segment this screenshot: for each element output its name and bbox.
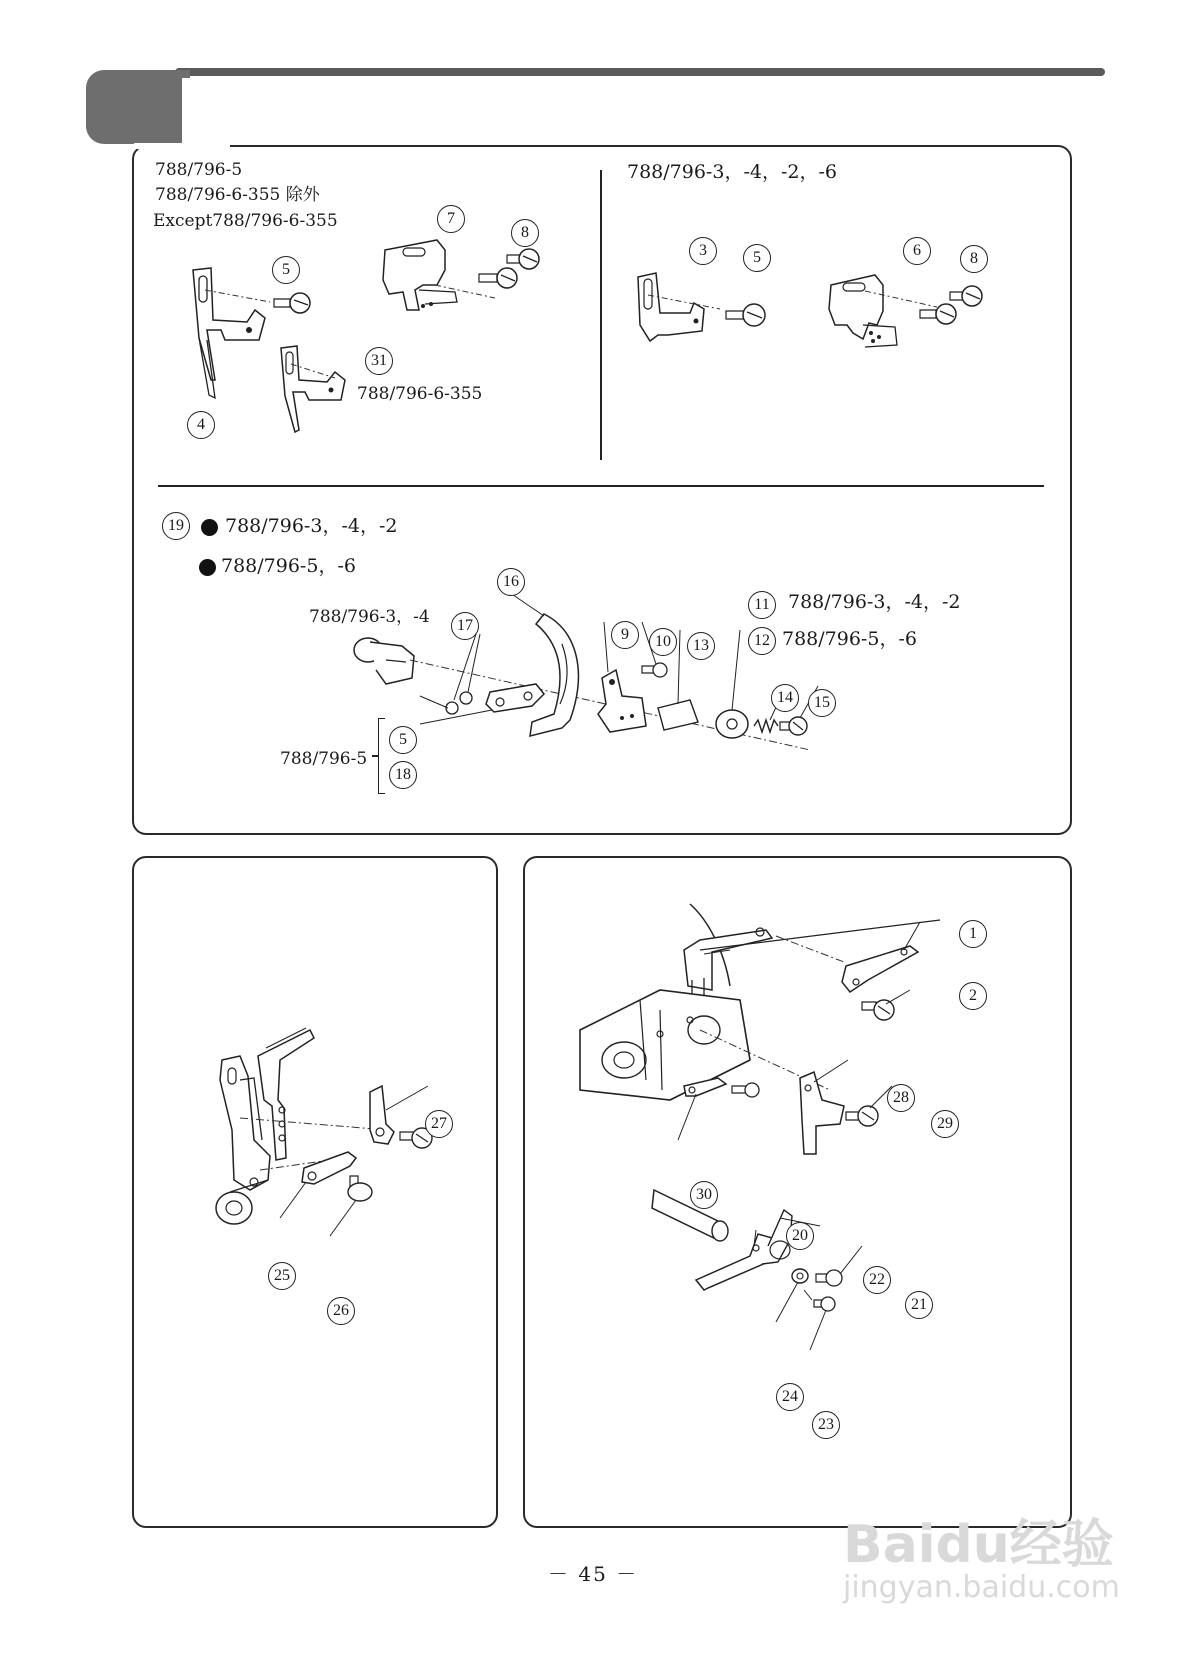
callout-31: 31: [365, 347, 393, 375]
header-tab: [86, 70, 182, 144]
callout-6: 6: [903, 237, 931, 265]
bullet-line-1: 788/796-3，-4，-2: [225, 515, 398, 537]
callout-11: 11: [748, 591, 776, 619]
callout-29: 29: [931, 1110, 959, 1138]
callout-15: 15: [808, 689, 836, 717]
callout-19: 19: [162, 512, 190, 540]
watermark-url: jingyan.baidu.com: [843, 1570, 1120, 1605]
model-label-788-796-5: 788/796-5: [155, 160, 243, 180]
callout-20: 20: [786, 1222, 814, 1250]
note-12: 788/796-5，-6: [782, 628, 917, 650]
callout-17: 17: [451, 612, 479, 640]
callout-21: 21: [905, 1291, 933, 1319]
model-label-right: 788/796-3，-4，-2，-6: [627, 161, 837, 183]
callout-2: 2: [959, 982, 987, 1010]
assembly-feed-mechanism: [600, 890, 1000, 1390]
part-drawing-bracket-31: [275, 340, 365, 455]
callout-27: 27: [425, 1110, 453, 1138]
screw-5-left: [272, 290, 317, 320]
callout-1: 1: [959, 920, 987, 948]
top-panel-horizontal-divider: [158, 485, 1044, 487]
callout-28: 28: [887, 1084, 915, 1112]
header-rule: [175, 68, 1105, 76]
callout-25: 25: [268, 1262, 296, 1290]
page-number: － 45 －: [548, 1562, 639, 1586]
top-panel-vertical-divider: [600, 170, 602, 460]
variant-note-788-796-6-355: 788/796-6-355: [357, 384, 483, 404]
note-788-796-5-bracket: 788/796-5: [280, 749, 368, 769]
model-label-except-cn: 788/796-6-355 除外: [155, 185, 320, 205]
callout-18: 18: [389, 761, 417, 789]
callout-30: 30: [690, 1181, 718, 1209]
callout-7: 7: [437, 205, 465, 233]
callout-22: 22: [863, 1266, 891, 1294]
callout-16: 16: [497, 568, 525, 596]
callout-3: 3: [689, 237, 717, 265]
callout-13: 13: [687, 632, 715, 660]
callout-8-right: 8: [960, 245, 988, 273]
screw-8-right-b: [948, 282, 988, 316]
callout-5-left: 5: [272, 256, 300, 284]
callout-5-right: 5: [743, 244, 771, 272]
model-label-except-en: Except788/796-6-355: [153, 211, 338, 231]
callout-10: 10: [649, 628, 677, 656]
callout-23: 23: [812, 1411, 840, 1439]
callout-14: 14: [771, 684, 799, 712]
screw-5-right: [722, 300, 772, 334]
bullet-1: [201, 519, 218, 536]
bullet-2: [199, 559, 216, 576]
callout-9: 9: [611, 621, 639, 649]
note-11: 788/796-3，-4，-2: [788, 591, 961, 613]
screw-8b-left: [505, 245, 545, 280]
bullet-line-2: 788/796-5，-6: [221, 555, 356, 577]
note-788-796-3-4: 788/796-3，-4: [309, 607, 430, 627]
callout-24: 24: [776, 1383, 804, 1411]
top-panel-gap: [134, 143, 230, 149]
callout-12: 12: [748, 627, 776, 655]
callout-8-left: 8: [511, 219, 539, 247]
header-tab-join: [150, 70, 190, 78]
callout-4: 4: [187, 411, 215, 439]
callout-5-lower: 5: [389, 726, 417, 754]
watermark-brand: Baidu经验: [843, 1515, 1114, 1575]
callout-26: 26: [327, 1297, 355, 1325]
